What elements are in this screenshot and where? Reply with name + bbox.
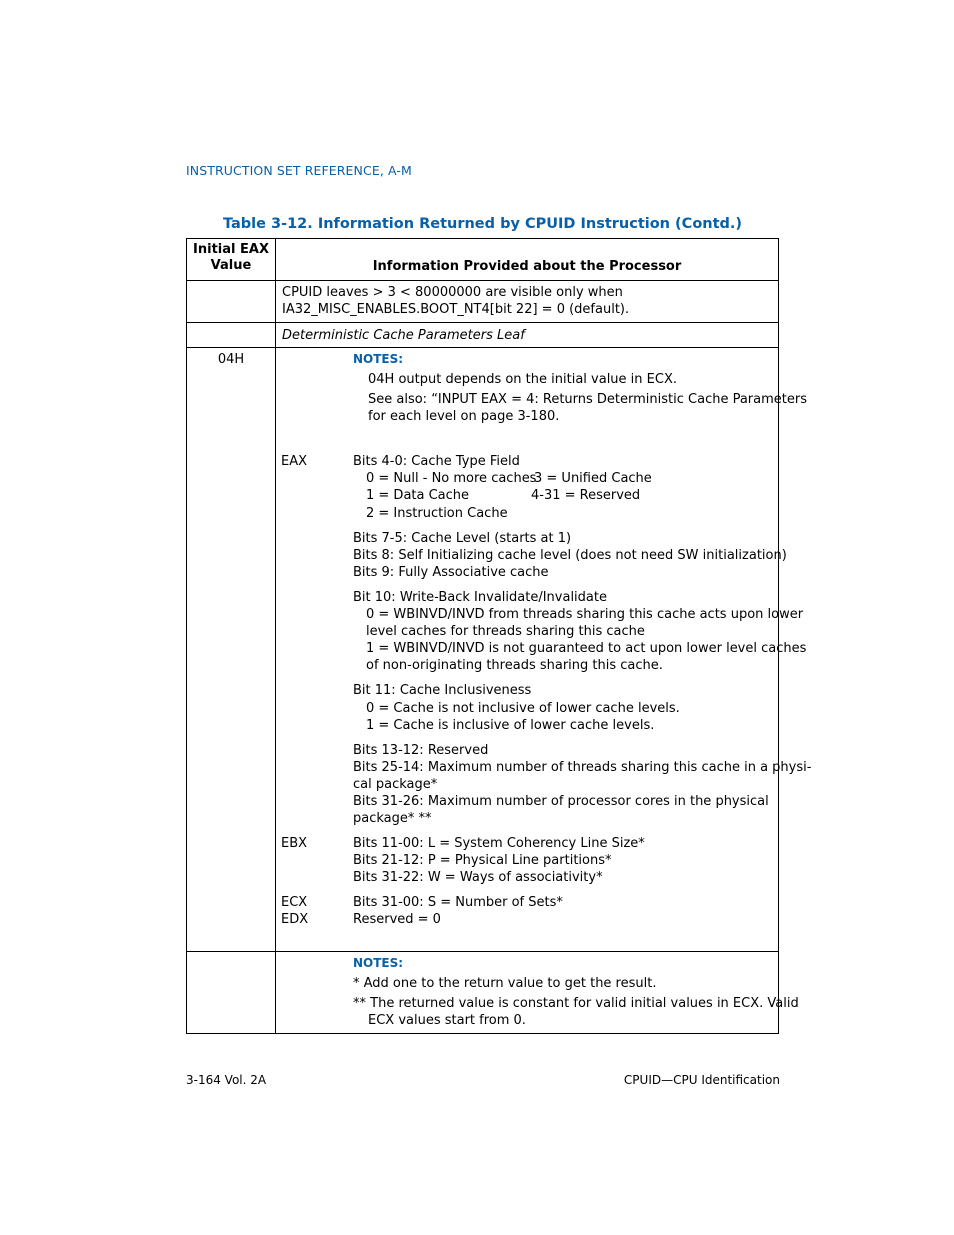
footnote-double-star: ** The returned value is constant for valid initial values in ECX. Valid <box>353 996 799 1011</box>
notes-label: NOTES: <box>353 956 404 970</box>
cpuid-leaves-line1: CPUID leaves > 3 < 80000000 are visible only when <box>282 285 623 300</box>
note-line: See also: “INPUT EAX = 4: Returns Deterministic Cache Parameters <box>368 392 807 407</box>
footnote-double-star-cont: ECX values start from 0. <box>368 1013 526 1028</box>
bit-field: Bits 8: Self Initializing cache level (does not need SW initialization) <box>353 548 787 563</box>
bit-value: 0 = Null - No more caches <box>366 471 537 486</box>
table-header-row <box>187 239 778 280</box>
bit-value: level caches for threads sharing this cache <box>366 624 645 639</box>
bit-value: 4-31 = Reserved <box>531 488 641 503</box>
bit-field: Bits 31-26: Maximum number of processor cores in the physical <box>353 794 769 809</box>
cpuid-leaves-line2: IA32_MISC_ENABLES.BOOT_NT4[bit 22] = 0 (default). <box>282 302 630 317</box>
bit-field: Bits 13-12: Reserved <box>353 743 489 758</box>
bit-field: Bits 11-00: L = System Coherency Line Size* <box>353 836 645 851</box>
empty-cell <box>187 323 276 347</box>
register-label-eax: EAX <box>281 454 308 469</box>
bit-field: Bits 21-12: P = Physical Line partitions* <box>353 853 612 868</box>
notes-label: NOTES: <box>353 352 404 366</box>
bit-value: 1 = WBINVD/INVD is not guaranteed to act upon lower level caches <box>366 641 807 656</box>
note-line: for each level on page 3-180. <box>368 409 560 424</box>
col2-header: Information Provided about the Processor <box>372 259 682 274</box>
bit-value: of non-originating threads sharing this cache. <box>366 658 663 673</box>
bit-field: package* ** <box>353 811 432 826</box>
empty-cell <box>187 952 276 1033</box>
bit-field: Reserved = 0 <box>353 912 441 927</box>
eax-value-cell: 04H <box>187 348 276 951</box>
leaf-04h-details <box>276 348 812 951</box>
table-row-04h <box>187 347 812 951</box>
register-label-edx: EDX <box>281 912 309 927</box>
bit-field: Bits 25-14: Maximum number of threads sharing this cache in a physi- <box>353 760 812 775</box>
register-label-ecx: ECX <box>281 895 308 910</box>
bit-value: 0 = WBINVD/INVD from threads sharing this cache acts upon lower <box>366 607 804 622</box>
cpuid-leaves-cell <box>276 281 778 322</box>
bit-field: Bits 31-22: W = Ways of associativity* <box>353 870 603 885</box>
col1-header-line2: Value <box>210 258 252 273</box>
bit-field: Bits 9: Fully Associative cache <box>353 565 549 580</box>
register-label-ebx: EBX <box>281 836 308 851</box>
section-title-cell: Deterministic Cache Parameters Leaf <box>282 328 525 343</box>
table-row-notes <box>187 951 799 1033</box>
bit-field: cal package* <box>353 777 438 792</box>
table-title: Table 3-12. Information Returned by CPUID Instruction (Contd.) <box>222 216 743 232</box>
bit-value: 3 = Unified Cache <box>534 471 652 486</box>
bit-value: 1 = Data Cache <box>366 488 470 503</box>
table-row-section <box>187 322 778 347</box>
bit-value: 1 = Cache is inclusive of lower cache levels. <box>366 718 655 733</box>
bit-field: Bits 31-00: S = Number of Sets* <box>353 895 563 910</box>
running-header: INSTRUCTION SET REFERENCE, A-M <box>186 163 412 178</box>
bit-value: 2 = Instruction Cache <box>366 506 508 521</box>
bit-field: Bit 10: Write-Back Invalidate/Invalidate <box>353 590 607 605</box>
footnote-star: * Add one to the return value to get the result. <box>353 976 657 991</box>
cpuid-info-table <box>186 238 812 1034</box>
footnotes-cell <box>276 952 799 1033</box>
col1-header <box>187 239 276 280</box>
empty-cell <box>187 281 276 322</box>
table-row-cpuid-leaves <box>187 280 778 322</box>
bit-value: 0 = Cache is not inclusive of lower cache levels. <box>366 701 680 716</box>
bit-field: Bits 4-0: Cache Type Field <box>353 454 520 469</box>
section-footer: CPUID—CPU Identification <box>623 1073 780 1087</box>
note-line: 04H output depends on the initial value in ECX. <box>368 372 677 387</box>
page-number-footer: 3-164 Vol. 2A <box>186 1073 267 1087</box>
col1-header-line1: Initial EAX <box>193 242 269 257</box>
bit-field: Bit 11: Cache Inclusiveness <box>353 683 532 698</box>
bit-field: Bits 7-5: Cache Level (starts at 1) <box>353 531 572 546</box>
